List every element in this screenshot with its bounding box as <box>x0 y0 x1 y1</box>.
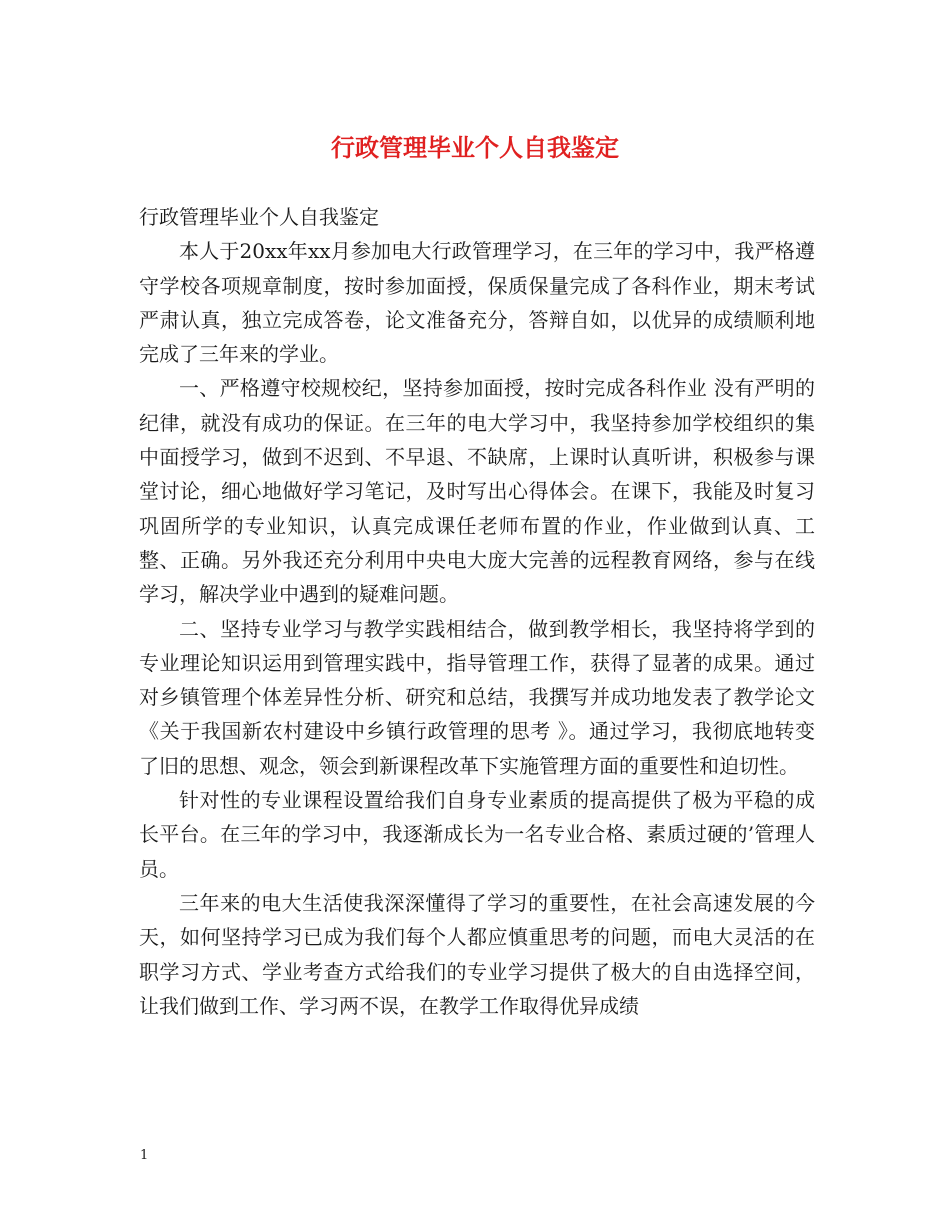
document-title: 行政管理毕业个人自我鉴定 <box>331 133 619 162</box>
page-number: 1 <box>140 1148 149 1163</box>
paragraph-curriculum: 针对性的专业课程设置给我们自身专业素质的提高提供了极为平稳的成长平台。在三年的学习中，我逐渐成长为一名专业合格、素质过硬的’管理人员。 <box>139 788 815 881</box>
paragraph-section-two: 二、坚持专业学习与教学实践相结合，做到教学相长，我坚持将学到的专业理论知识运用到管理实践中，指导管理工作，获得了显著的成果。通过对乡镇管理个体差异性分析、研究和总结，我撰写并成功地发表了教学论文《关于我国新农村建设中乡镇行政管理的思考 》。通过学习，我彻底地转变了旧的思想、观念，领会到新课程改革下实施管理方面的重要性和迫切性。 <box>139 616 815 778</box>
document-body <box>139 200 815 1023</box>
subtitle-line: 行政管理毕业个人自我鉴定 <box>139 205 379 229</box>
paragraph-section-one: 一、严格遵守校规校纪，坚持参加面授，按时完成各科作业 没有严明的纪律，就没有成功的保证。在三年的电大学习中，我坚持参加学校组织的集中面授学习，做到不迟到、不早退、不缺席，上课时认真听讲，积极参与课堂讨论，细心地做好学习笔记，及时写出心得体会。在课下，我能及时复习巩固所学的专业知识，认真完成课任老师布置的作业，作业做到认真、工整、正确。另外我还充分利用中央电大庞大完善的远程教育网络，参与在线学习，解决学业中遇到的疑难问题。 <box>139 376 815 607</box>
paragraph-intro: 本人于20xx年xx月参加电大行政管理学习，在三年的学习中，我严格遵守学校各项规章制度，按时参加面授，保质保量完成了各科作业，期末考试严肃认真，独立完成答卷，论文准备充分，答辩自如，以优异的成绩顺利地完成了三年来的学业。 <box>139 239 815 367</box>
paragraph-three-years: 三年来的电大生活使我深深懂得了学习的重要性，在社会高速发展的今天，如何坚持学习已成为我们每个人都应慎重思考的问题，而电大灵活的在职学习方式、学业考查方式给我们的专业学习提供了极大的自由选择空间，让我们做到工作、学习两不误，在教学工作取得优异成绩 <box>139 890 815 1018</box>
